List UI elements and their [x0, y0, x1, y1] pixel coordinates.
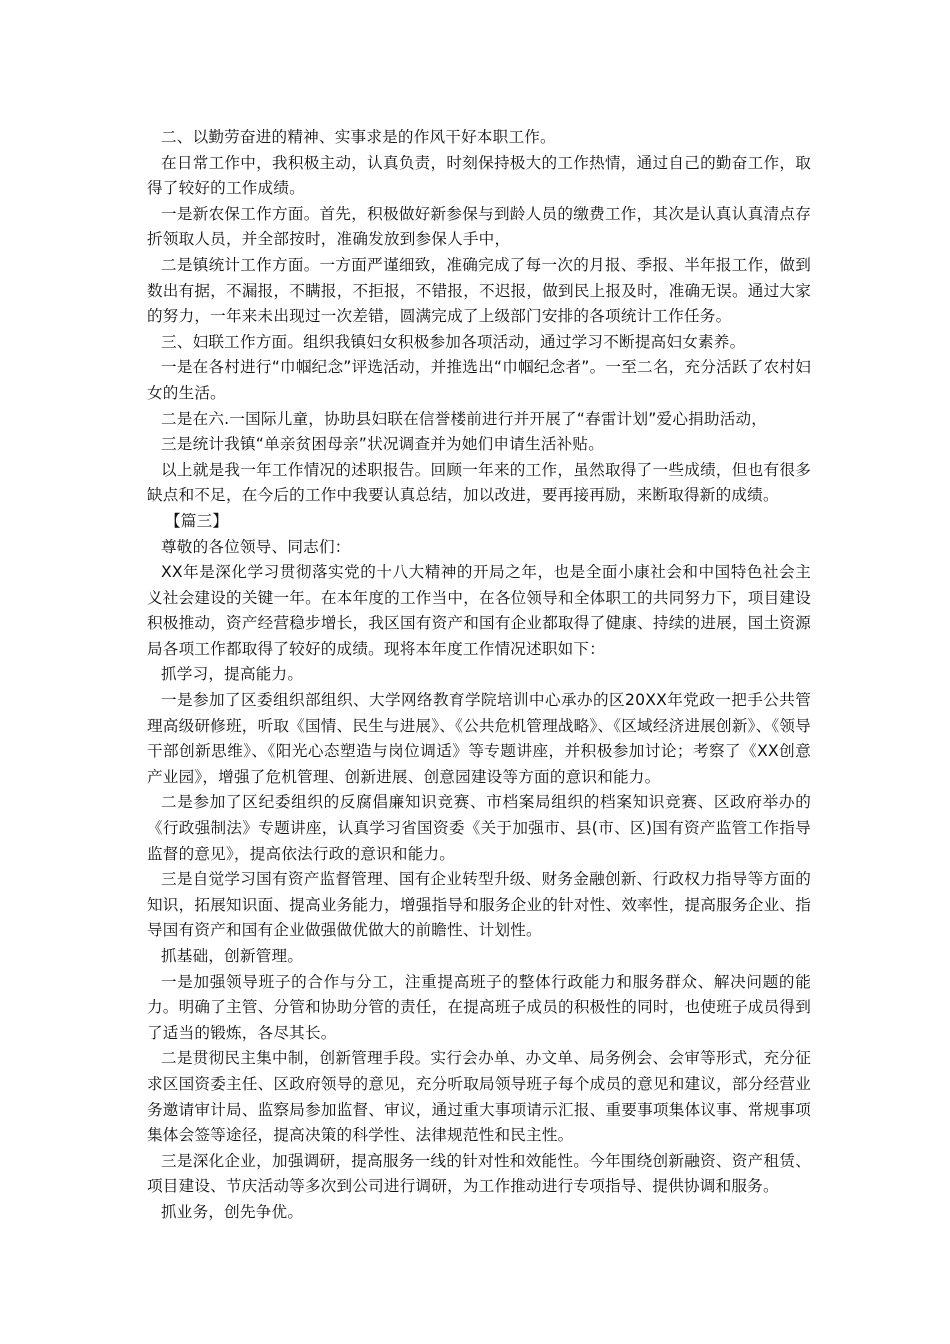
paragraph: 二、以勤劳奋进的精神、实事求是的作风干好本职工作。 [161, 128, 556, 146]
paragraph: 三是自觉学习国有资产监督管理、国有企业转型升级、财务金融创新、行政权力指导等方面的知识，拓展知识面、提高业务能力，增强指导和服务企业的针对性、效率性，提高服务企业、指导国有资产和国有企业做强做优做大的前瞻性、计划性。 [147, 870, 811, 940]
salutation: 尊敬的各位领导、同志们： [161, 537, 351, 556]
subheading: 抓业务，创先争优。 [161, 1202, 304, 1221]
paragraph: XX年是深化学习贯彻落实党的十八大精神的开局之年，也是全面小康社会和中国特色社会主义社会建设的关键一年。在本年度的工作当中，在各位领导和全体职工的共同努力下，项目建设积极推动，资产经营稳步增长，我区国有资产和国有企业都取得了健康、持续的进展，国土资源局各项工作都取得了较好的成绩。现将本年度工作情况述职如下： [147, 563, 811, 658]
section-heading: 【篇三】 [165, 511, 229, 530]
paragraph: 三、妇联工作方面。组织我镇妇女积极参加各项活动，通过学习不断提高妇女素养。 [161, 332, 746, 351]
paragraph: 一是加强领导班子的合作与分工，注重提高班子的整体行政能力和服务群众、解决问题的能力。明确了主管、分管和协助分管的责任，在提高班子成员的积极性的同时，也使班子成员得到了适当的锻炼，各尽其长。 [147, 972, 811, 1042]
document-body [147, 125, 811, 1226]
paragraph: 二是参加了区纪委组织的反腐倡廉知识竞赛、市档案局组织的档案知识竞赛、区政府举办的《行政强制法》专题讲座，认真学习省国资委《关于加强市、县(市、区)国有资产监管工作指导监督的意见》，提高依法行政的意识和能力。 [147, 793, 811, 863]
paragraph: 三是统计我镇“单亲贫困母亲”状况调查并为她们申请生活补贴。 [161, 435, 604, 454]
paragraph: 以上就是我一年工作情况的述职报告。回顾一年来的工作，虽然取得了一些成绩，但也有很多缺点和不足，在今后的工作中我要认真总结，加以改进，要再接再励，来断取得新的成绩。 [147, 460, 811, 505]
paragraph: 一是新农保工作方面。首先，积极做好新参保与到龄人员的缴费工作，其次是认真认真清点存折领取人员，并全部按时，准确发放到参保人手中， [147, 204, 811, 249]
paragraph: 一是在各村进行“巾帼纪念”评选活动，并推选出“巾帼纪念者”。一至二名，充分活跃了农村妇女的生活。 [147, 358, 811, 402]
subheading: 抓学习，提高能力。 [161, 665, 304, 684]
paragraph: 在日常工作中，我积极主动，认真负责，时刻保持极大的工作热情，通过自己的勤奋工作，取得了较好的工作成绩。 [147, 153, 811, 198]
subheading: 抓基础，创新管理。 [161, 947, 304, 965]
paragraph: 二是镇统计工作方面。一方面严谨细致，准确完成了每一次的月报、季报、半年报工作，做到数出有据，不漏报，不瞒报，不拒报，不错报，不迟报，做到民上报及时，准确无误。通过大家的努力，一年来未出现过一次差错，圆满完成了上级部门安排的各项统计工作任务。 [147, 255, 811, 326]
paragraph: 一是参加了区委组织部组织、大学网络教育学院培训中心承办的区20XX年党政一把手公共管理高级研修班，听取《国情、民生与进展》、《公共危机管理战略》、《区域经济进展创新》、《领导干部创新思维》、《阳光心态塑造与岗位调适》等专题讲座，并积极参加讨论；考察了《XX创意产业园》，增强了危机管理、创新进展、创意园建设等方面的意识和能力。 [147, 691, 811, 786]
paragraph: 二是在六.一国际儿童，协助县妇联在信誉楼前进行并开展了“春雷计划”爱心捐助活动， [161, 409, 768, 428]
paragraph: 三是深化企业，加强调研，提高服务一线的针对性和效能性。今年围绕创新融资、资产租赁、项目建设、节庆活动等多次到公司进行调研，为工作推动进行专项指导、提供协调和服务。 [147, 1151, 811, 1196]
paragraph: 二是贯彻民主集中制，创新管理手段。实行会办单、办文单、局务例会、会审等形式，充分征求区国资委主任、区政府领导的意见，充分听取局领导班子每个成员的意见和建议，部分经营业务邀请审计局、监察局参加监督、审议，通过重大事项请示汇报、重要事项集体议事、常规事项集体会签等途径，提高决策的科学性、法律规范性和民主性。 [147, 1049, 811, 1145]
